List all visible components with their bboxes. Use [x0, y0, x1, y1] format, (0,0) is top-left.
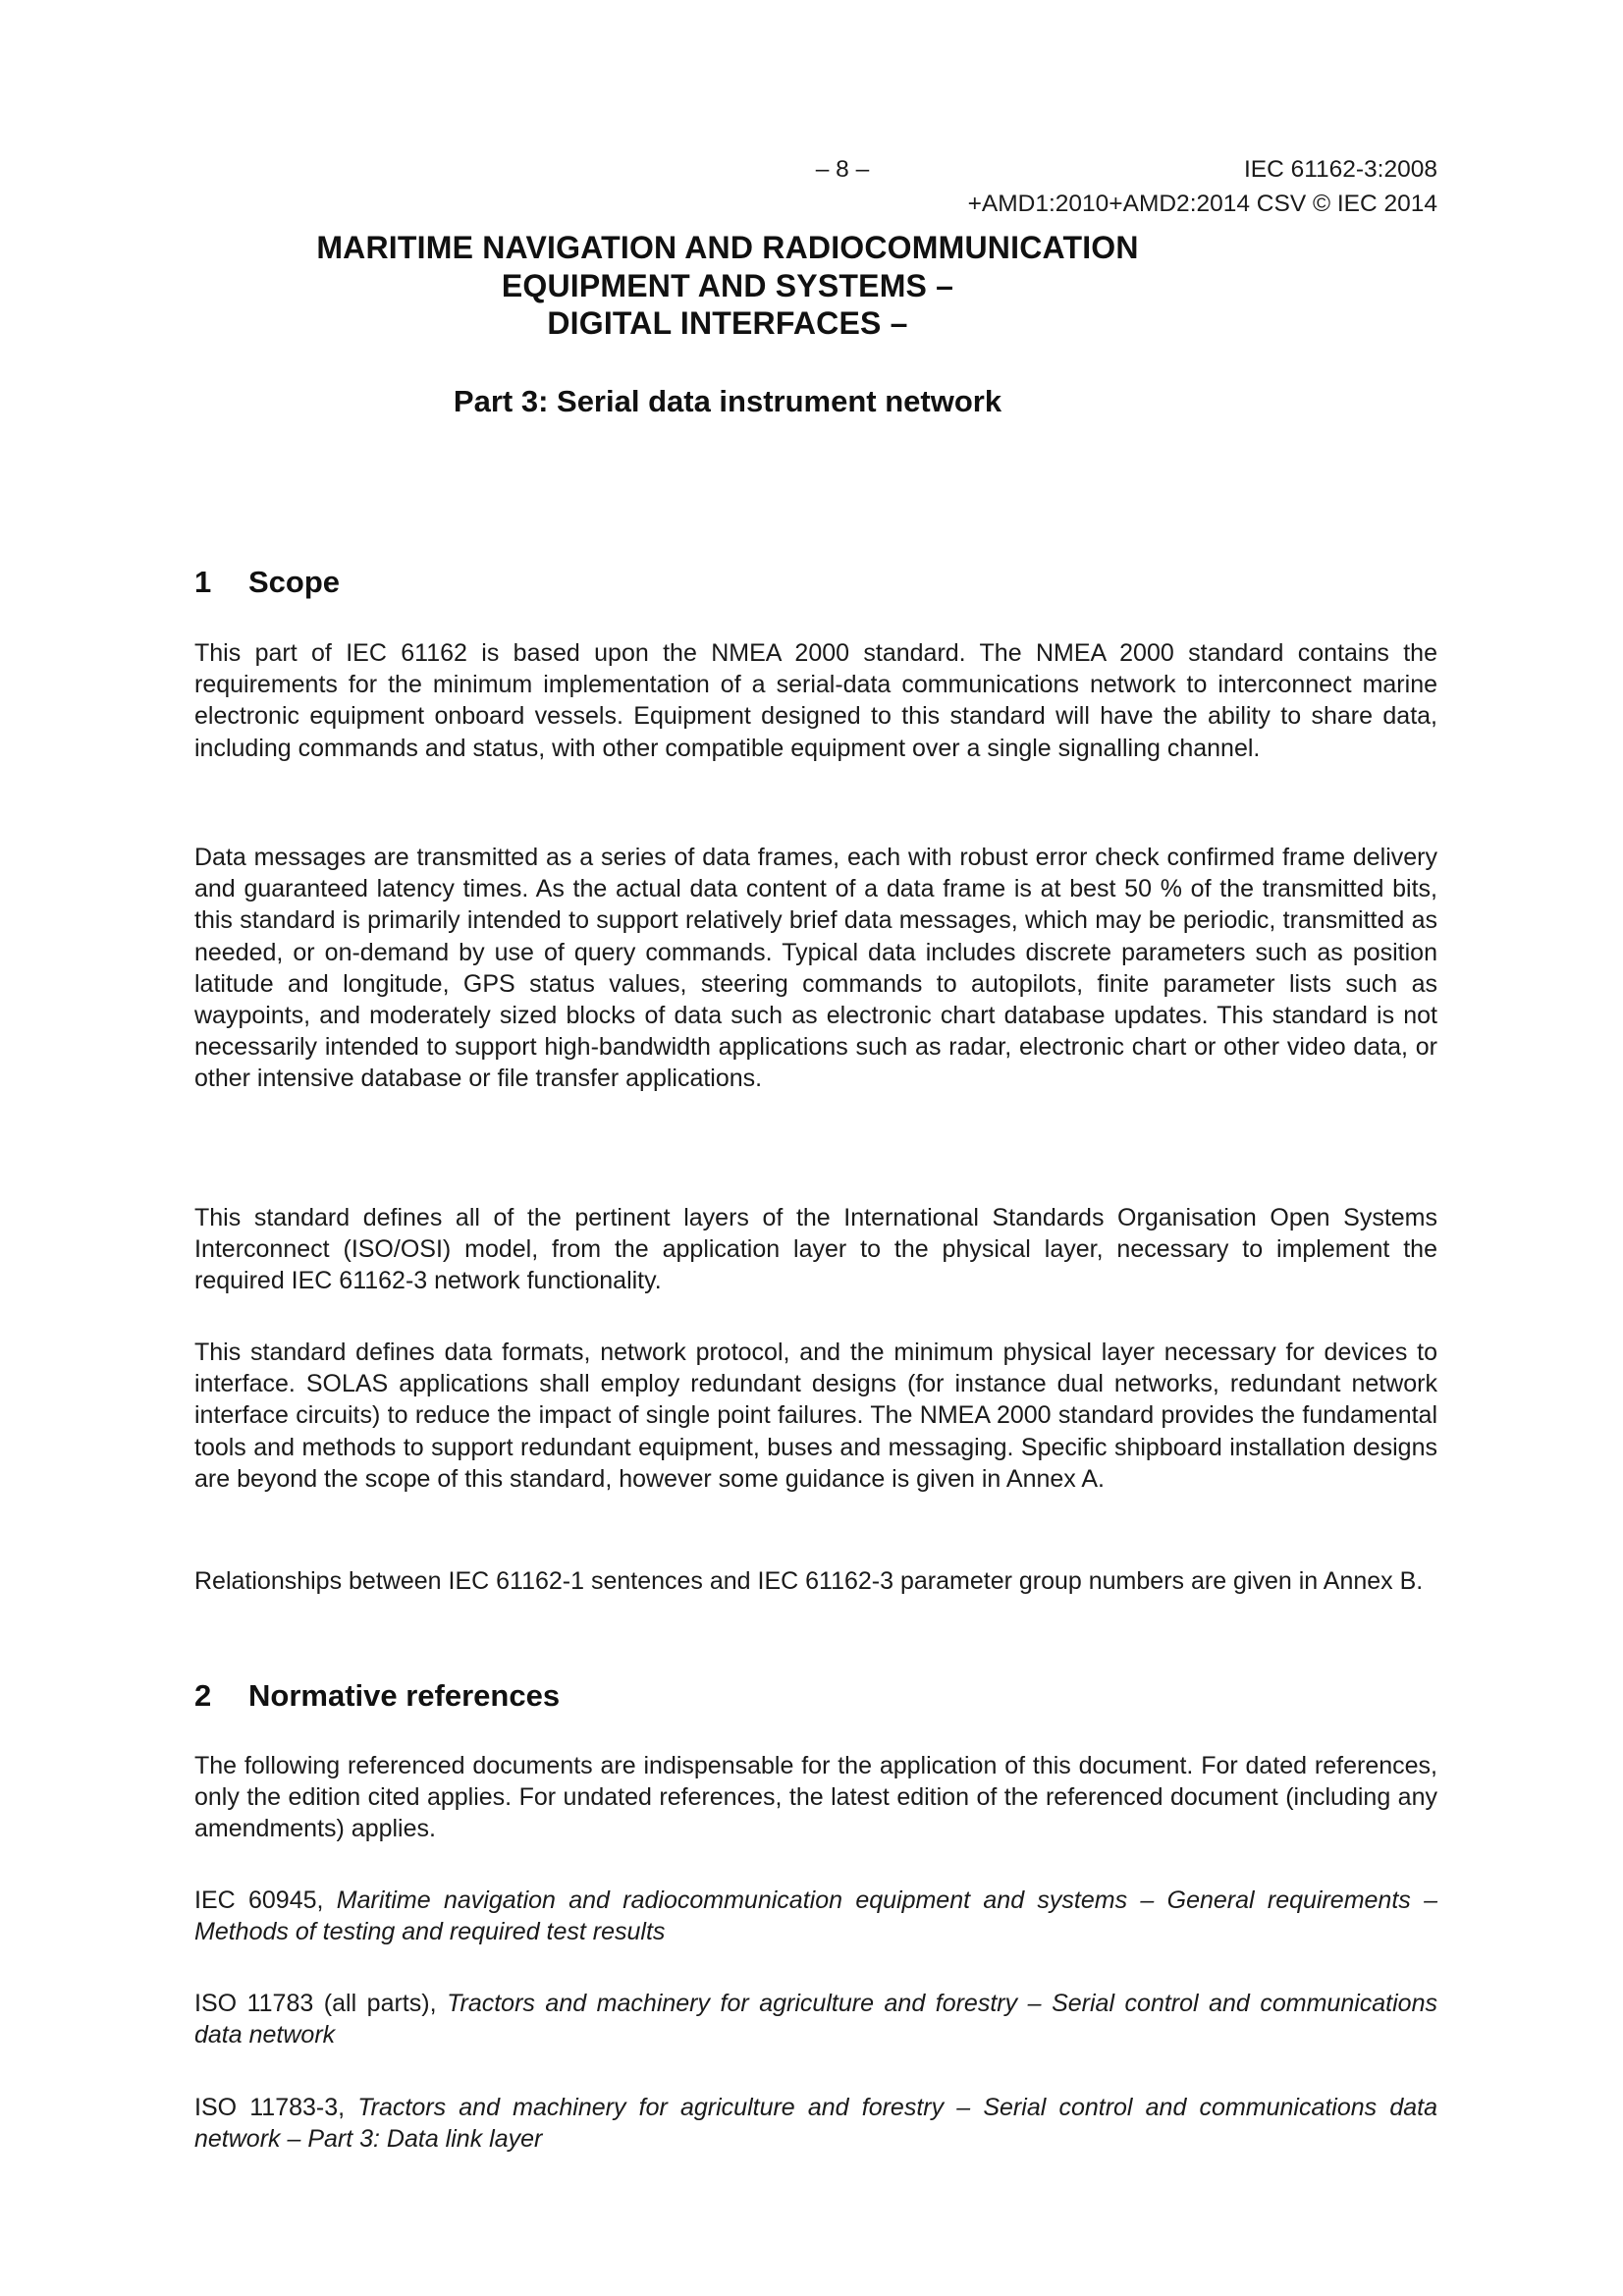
reference-entry — [194, 1885, 1437, 1947]
reference-title: Tractors and machinery for agriculture and forestry – Serial control and communications data network — [194, 1990, 1437, 2050]
paragraph: The following referenced documents are indispensable for the application of this document. For dated references, only the edition cited applies. For undated references, the latest edition of the referenced document (including any amendments) applies. — [194, 1752, 1437, 1843]
paragraph: This standard defines data formats, network protocol, and the minimum physical layer necessary for devices to interface. SOLAS applications shall employ redundant designs (for instance dual networks, redundant network interface circuits) to reduce the impact of single point failures. The NMEA 2000 standard provides the fundamental tools and methods to support redundant equipment, buses and messaging. Specific shipboard installation designs are beyond the scope of this standard, however some guidance is given in Annex A. — [194, 1339, 1437, 1493]
section-heading-normative-references — [194, 1677, 560, 1715]
paragraph: Relationships between IEC 61162-1 sentences and IEC 61162-3 parameter group numbers are given in Annex B. — [194, 1567, 1424, 1595]
section-number: 2 — [194, 1678, 212, 1713]
title-line-2: EQUIPMENT AND SYSTEMS – — [501, 267, 954, 303]
paragraph: Data messages are transmitted as a series of data frames, each with robust error check confirmed frame delivery and guaranteed latency times. As the actual data content of a data frame is at best 50 % of the transmitted bits, this standard is primarily intended to support relatively brief data messages, which may be periodic, transmitted as needed, or on-demand by use of query commands. Typical data includes discrete parameters such as position latitude and longitude, GPS status values, steering commands to autopilots, finite parameter lists such as waypoints, and moderately sized blocks of data such as electronic chart database updates. This standard is not necessarily intended to support high-bandwidth applications such as radar, electronic chart or other video data, or other intensive database or file transfer applications. — [194, 844, 1437, 1093]
section-heading-scope — [194, 564, 340, 601]
page-number: – 8 – — [815, 156, 870, 183]
standard-amendments: +AMD1:2010+AMD2:2014 CSV © IEC 2014 — [967, 191, 1437, 217]
reference-id: ISO 11783 (all parts), — [194, 1990, 437, 2017]
reference-id: ISO 11783-3, — [194, 2094, 346, 2121]
section-number: 1 — [194, 565, 212, 599]
title-line-1: MARITIME NAVIGATION AND RADIOCOMMUNICATION — [316, 230, 1139, 265]
reference-title: Tractors and machinery for agriculture and forestry – Serial control and communications data network – Part 3: Data link layer — [194, 2094, 1437, 2154]
title-line-3: DIGITAL INTERFACES – — [547, 305, 908, 341]
document-subtitle: Part 3: Serial data instrument network — [453, 384, 1002, 418]
reference-entry — [194, 2092, 1437, 2155]
paragraph: This standard defines all of the pertinent layers of the International Standards Organisation Open Systems Interconnect (ISO/OSI) model, from the application layer to the physical layer, necessary to implement the required IEC 61162-3 network functionality. — [194, 1204, 1437, 1295]
section-title: Scope — [248, 565, 341, 599]
reference-entry — [194, 1988, 1437, 2050]
section-title: Normative references — [248, 1678, 561, 1713]
standard-identifier: IEC 61162-3:2008 — [1243, 156, 1437, 183]
reference-title: Maritime navigation and radiocommunication equipment and systems – General requirements – Methods of testing and required test results — [194, 1886, 1438, 1946]
paragraph: This part of IEC 61162 is based upon the NMEA 2000 standard. The NMEA 2000 standard contains the requirements for the minimum implementation of a serial-data communications network to interconnect marine electronic equipment onboard vessels. Equipment designed to this standard will have the ability to share data, including commands and status, with other compatible equipment over a single signalling channel. — [194, 639, 1437, 762]
reference-id: IEC 60945, — [194, 1886, 324, 1914]
document-title — [106, 229, 1349, 343]
